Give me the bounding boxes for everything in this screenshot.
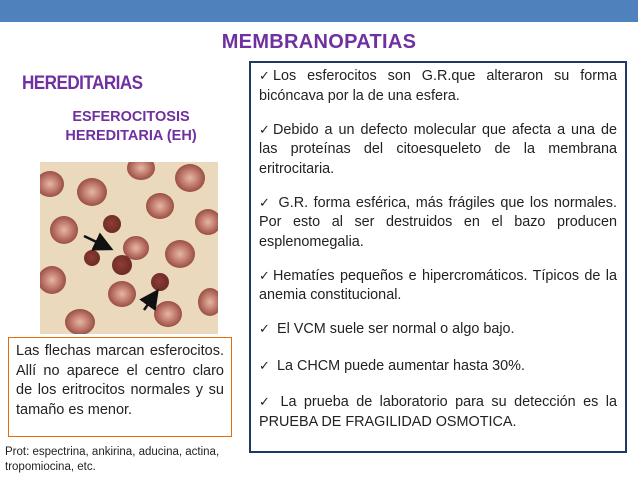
bullet-item: ✓ Debido a un defecto molecular que afecta a una de las proteínas del citoesqueleto de la membrana eritrocitaria. bbox=[259, 121, 617, 177]
bullet-item: ✓ G.R. forma esférica, más frágiles que los normales. Por esto al ser destruidos en el bazo producen esplenomegalia. bbox=[259, 194, 617, 250]
checkmark-icon: ✓ bbox=[259, 394, 270, 409]
proteins-note: Prot: espectrina, ankirina, aducina, actina, tropomiocina, etc. bbox=[5, 446, 220, 473]
bullet-item: ✓ El VCM suele ser normal o algo bajo. bbox=[259, 321, 515, 337]
image-caption: Las flechas marcan esferocitos. Allí no aparece el centro claro de los eritrocitos normales y su tamaño es menor. bbox=[16, 343, 224, 418]
heading-line-1: ESFEROCITOSIS bbox=[72, 109, 190, 125]
top-accent-bar bbox=[0, 0, 638, 22]
checkmark-icon: ✓ bbox=[259, 121, 270, 137]
image-caption-box bbox=[8, 337, 232, 437]
slide-subtitle: HEREDITARIAS bbox=[22, 73, 143, 94]
bullet-item: ✓ Hematíes pequeños e hipercromáticos. Típicos de la anemia constitucional. bbox=[259, 267, 617, 303]
blood-smear-micrograph bbox=[40, 162, 218, 334]
checkmark-icon: ✓ bbox=[259, 68, 270, 83]
section-heading bbox=[46, 108, 216, 146]
bullet-item: ✓ La CHCM puede aumentar hasta 30%. bbox=[259, 357, 525, 374]
bullet-list bbox=[251, 63, 625, 432]
bullet-panel bbox=[249, 61, 627, 453]
slide-title: MEMBRANOPATIAS bbox=[221, 31, 417, 53]
checkmark-icon: ✓ bbox=[259, 194, 270, 210]
blood-smear-image bbox=[40, 162, 218, 334]
heading-line-2: HEREDITARIA (EH) bbox=[65, 128, 197, 144]
bullet-item: ✓ La prueba de laboratorio para su detección es la PRUEBA DE FRAGILIDAD OSMOTICA. bbox=[259, 394, 617, 430]
checkmark-icon: ✓ bbox=[259, 267, 270, 283]
bullet-item: ✓ Los esferocitos son G.R.que alteraron su forma bicóncava por la de una esfera. bbox=[259, 68, 617, 104]
checkmark-icon: ✓ bbox=[259, 321, 270, 336]
checkmark-icon: ✓ bbox=[259, 357, 270, 373]
